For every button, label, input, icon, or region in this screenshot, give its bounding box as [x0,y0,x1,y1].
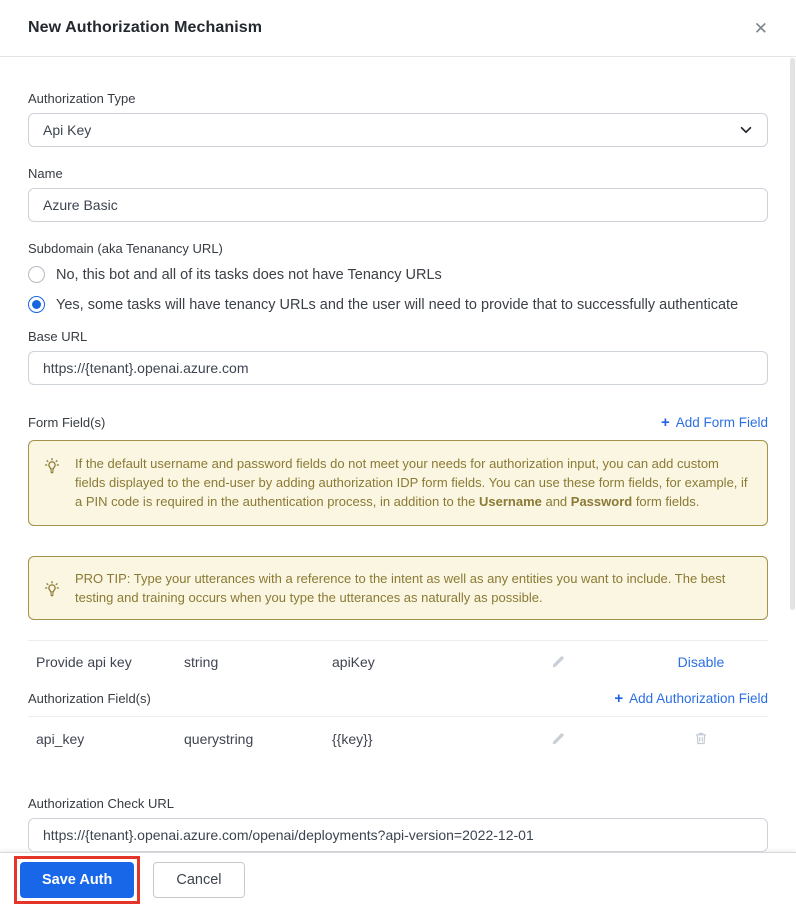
form-fields-label: Form Field(s) [28,415,106,430]
name-value: Azure Basic [43,197,118,213]
modal-footer [0,852,796,908]
radio-selected-icon[interactable] [28,296,45,313]
modal-title: New Authorization Mechanism [28,19,263,36]
authorization-check-url-field[interactable] [28,818,768,852]
pro-tip-note [28,556,768,620]
close-icon[interactable]: ✕ [753,18,768,38]
authorization-fields-label: Authorization Field(s) [28,691,151,707]
edit-pencil-icon[interactable] [550,654,566,670]
chevron-down-icon [739,123,753,137]
authorization-check-url-value: https://{tenant}.openai.azure.com/openai/deployments?api-version=2022-12-01 [43,827,534,844]
form-fields-info-note [28,440,768,526]
lightbulb-icon [43,579,61,599]
lightbulb-icon [43,456,61,512]
subdomain-option-yes[interactable] [28,296,768,313]
pro-tip-text: PRO TIP: Type your utterances with a reference to the intent as well as any entities you want to include. The best testing and training occurs when you type the utterances as naturally as possible. [75,570,726,605]
delete-trash-icon[interactable] [693,730,709,747]
plus-icon: + [660,414,670,431]
authorization-field-value: {{key}} [332,730,373,747]
base-url-field[interactable] [28,351,768,385]
subdomain-option-no[interactable] [28,266,768,283]
authorization-type-select[interactable] [28,113,768,147]
form-field-row [28,641,768,683]
add-authorization-field-label: Add Authorization Field [629,691,768,707]
form-fields-section-header [28,414,768,431]
authorization-field-row [28,717,768,760]
modal-body [0,57,796,852]
modal-header [0,0,796,57]
base-url-label: Base URL [28,329,88,344]
name-label: Name [28,166,63,181]
form-fields-note-text: If the default username and password fields do not meet your needs for authorization input, you can add custom fields displayed to the end-user by adding authorization IDP form fields. You can use these form fields, for example, if a PIN code is required in the authentication process, in addition to the Username and Password form fields. [75,456,748,510]
radio-unselected-icon[interactable] [28,266,45,283]
plus-icon: + [614,690,624,708]
save-auth-button[interactable]: Save Auth [20,862,134,898]
authorization-field-name: api_key [36,730,85,747]
subdomain-label: Subdomain (aka Tenanancy URL) [28,241,223,256]
authorization-field-type: querystring [184,730,254,747]
red-annotation-highlight [14,856,140,904]
add-form-field-label: Add Form Field [675,415,768,430]
authorization-fields-section-header [28,690,768,707]
base-url-value: https://{tenant}.openai.azure.com [43,360,249,376]
form-field-type: string [184,654,219,671]
subdomain-option-no-label: No, this bot and all of its tasks does not have Tenancy URLs [56,266,442,283]
edit-pencil-icon[interactable] [550,731,566,747]
authorization-type-value: Api Key [43,122,92,138]
add-form-field-button[interactable] [661,414,768,431]
authorization-type-label: Authorization Type [28,91,136,106]
form-field-key: apiKey [332,654,375,671]
subdomain-option-yes-label: Yes, some tasks will have tenancy URLs and the user will need to provide that to successfully authenticate [56,296,739,313]
add-authorization-field-button[interactable] [614,690,768,707]
name-field[interactable] [28,188,768,222]
form-field-name: Provide api key [36,654,132,671]
cancel-button[interactable]: Cancel [153,862,244,898]
disable-link[interactable]: Disable [677,654,725,671]
authorization-check-url-label: Authorization Check URL [28,796,174,812]
vertical-scrollbar[interactable] [790,58,795,610]
